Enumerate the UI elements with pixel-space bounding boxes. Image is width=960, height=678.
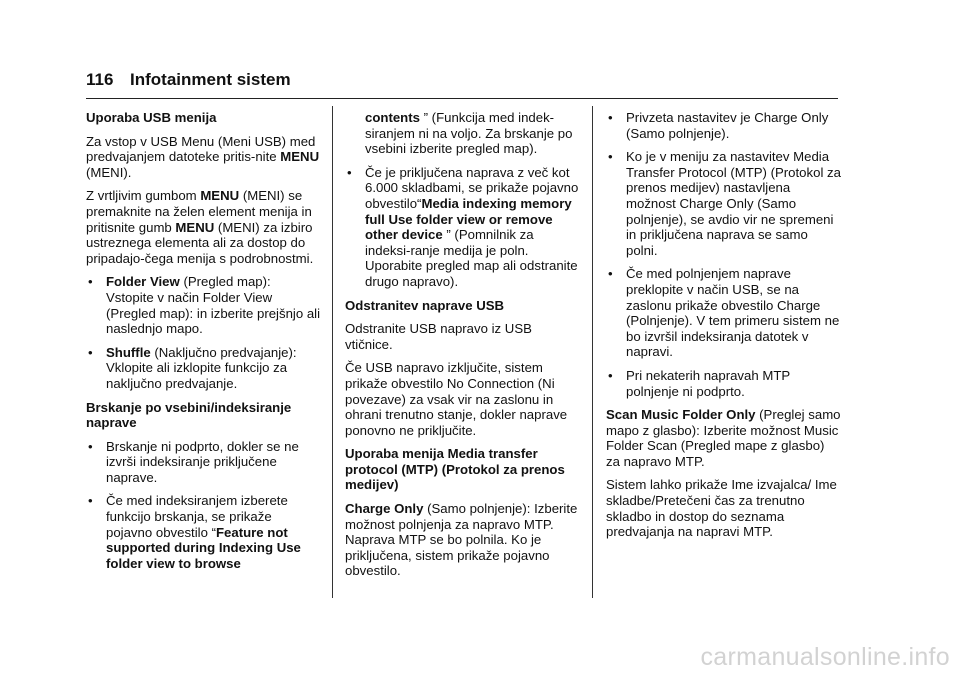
text: (Samo polnjenje): Izberite možnost polnjenja za napravo MTP. Naprava MTP se bo polnila. Ko je priključena, sistem prikaže pojavno obvestilo. — [345, 501, 578, 579]
list-item-mtp-setting — [606, 149, 841, 258]
heading-remove-usb: Odstranitev naprave USB — [345, 297, 505, 313]
text: Privzeta nastavitev je Charge Only (Samo polnjenje). — [626, 110, 829, 141]
bullet-icon: • — [347, 164, 352, 180]
text: Če med indeksiranjem izberete funkcijo brskanja, se prikaže pojavno obvestilo “ — [106, 493, 288, 540]
bullet-icon: • — [88, 344, 93, 360]
bold-term: contents — [365, 110, 420, 125]
page-number: 116 — [86, 70, 114, 89]
heading-mtp-menu: Uporaba menija Media transfer protocol (MTP) (Protokol za prenos medijev) — [345, 446, 565, 493]
paragraph-scan-music-folder — [606, 407, 841, 469]
list-item-continued — [345, 110, 580, 157]
text: Z vrtljivim gumbom — [86, 188, 201, 204]
bold-term: MENU — [175, 219, 215, 235]
header-rule — [86, 98, 838, 99]
list-item-usb-mode — [606, 266, 841, 360]
paragraph-artist-info: Sistem lahko prikaže Ime izvajalca/ Ime skladbe/Pretečeni čas za trenutno skladbo in dostop do seznama predvajanja na napravi MTP. — [606, 477, 837, 540]
bullet-icon: • — [608, 367, 613, 383]
text: Za vstop v USB Menu (Meni USB) med predvajanjem datoteke pritis-nite — [86, 133, 316, 165]
bullet-icon: • — [88, 493, 93, 509]
bullet-icon: • — [608, 266, 613, 282]
bold-term: Feature not supported during Indexing Use folder view to browse — [106, 524, 301, 571]
text: ” (Pomnilnik za indeksi-ranje medija je poln. Uporabite pregled map ali odstranite drugo napravo). — [365, 227, 578, 289]
bullet-icon: • — [88, 438, 93, 454]
text: Pri nekaterih napravah MTP polnjenje ni podprto. — [626, 367, 790, 399]
text: Ko je v meniju za nastavitev Media Transfer Protocol (MTP) (Protokol za prenos medijev) nastavljena možnost Charge Only (Samo polnjenje), se avdio vir ne spremeni in priključena naprava se samo polni. — [626, 149, 841, 258]
bold-term: Folder View — [106, 274, 180, 290]
text: (MENI) za izbiro ustreznega elementa ali za dostop do pripadajo-čega menija s podrobnostmi. — [86, 219, 314, 266]
heading-browse-indexing: Brskanje po vsebini/indeksiranje naprave — [86, 399, 292, 431]
list-item-browse-unsupported — [86, 439, 321, 486]
column-2 — [345, 110, 580, 587]
bold-term: Scan Music Folder Only — [606, 407, 756, 423]
list-item-memory-full — [345, 165, 580, 290]
column-divider-1 — [332, 106, 333, 598]
bold-term: MENU — [280, 149, 320, 165]
text: (MENI) se premaknite na želen element menija in pritisnite gumb — [86, 188, 312, 235]
text: (Pregled map): Vstopite v način Folder View (Pregled map): in izberite prejšnjo ali naslednjo mapo. — [106, 274, 321, 337]
list-item-browse-during-indexing — [86, 493, 321, 571]
text: (Preglej samo mapo z glasbo): Izberite možnost Music Folder Scan (Pregled mape z glasbo) za napravo MTP. — [606, 407, 841, 469]
text: Če med polnjenjem naprave preklopite v način USB, se na zaslonu prikaže obvestilo Charge (Polnjenje). V tem primeru sistem ne bo izvršil indeksiranja datotek v napravi. — [626, 266, 840, 360]
paragraph-no-connection: Če USB napravo izključite, sistem prikaže obvestilo No Connection (Ni povezave) za vsak vir na zaslonu in ohrani trenutno stanje, dokler naprave ponovno ne priključite. — [345, 360, 568, 438]
text: Če je priključena naprava z več kot 6.000 skladbami, se prikaže pojavno obvestilo“ — [365, 164, 579, 211]
bold-term: Shuffle — [106, 344, 151, 360]
text: (Naključno predvajanje): Vklopite ali izklopite funkcijo za naključno predvajanje. — [106, 344, 297, 391]
list-item-folder-view — [86, 274, 321, 336]
bold-term: MENU — [200, 188, 240, 204]
section-title: Infotainment sistem — [130, 70, 291, 89]
list-item-default-charge — [606, 110, 841, 141]
bold-term: Charge Only — [345, 501, 424, 517]
paragraph-menu-knob — [86, 188, 321, 266]
heading-usb-menu: Uporaba USB menija — [86, 110, 217, 125]
list-item-not-supported — [606, 368, 841, 399]
paragraph-remove-usb: Odstranite USB napravo iz USB vtičnice. — [345, 321, 532, 352]
page-header — [86, 70, 838, 90]
paragraph-charge-only — [345, 501, 580, 579]
text: ” (Funkcija med indek-siranjem ni na voljo. Za brskanje po vsebini izberite pregled map). — [365, 110, 573, 157]
bullet-icon: • — [88, 274, 93, 290]
column-3 — [606, 110, 841, 548]
column-divider-2 — [592, 106, 593, 598]
bold-term: Media indexing memory full Use folder view or remove other device — [365, 195, 572, 243]
bullet-icon: • — [608, 149, 613, 165]
list-item-shuffle — [86, 345, 321, 392]
paragraph-usb-menu-entry — [86, 134, 321, 181]
bullet-icon: • — [608, 110, 613, 125]
text: Brskanje ni podprto, dokler se ne izvrši indeksiranje priključene naprave. — [106, 438, 299, 485]
column-1 — [86, 110, 321, 579]
watermark: carmanualsonline.info — [700, 643, 950, 671]
text: (MENI). — [86, 164, 132, 180]
